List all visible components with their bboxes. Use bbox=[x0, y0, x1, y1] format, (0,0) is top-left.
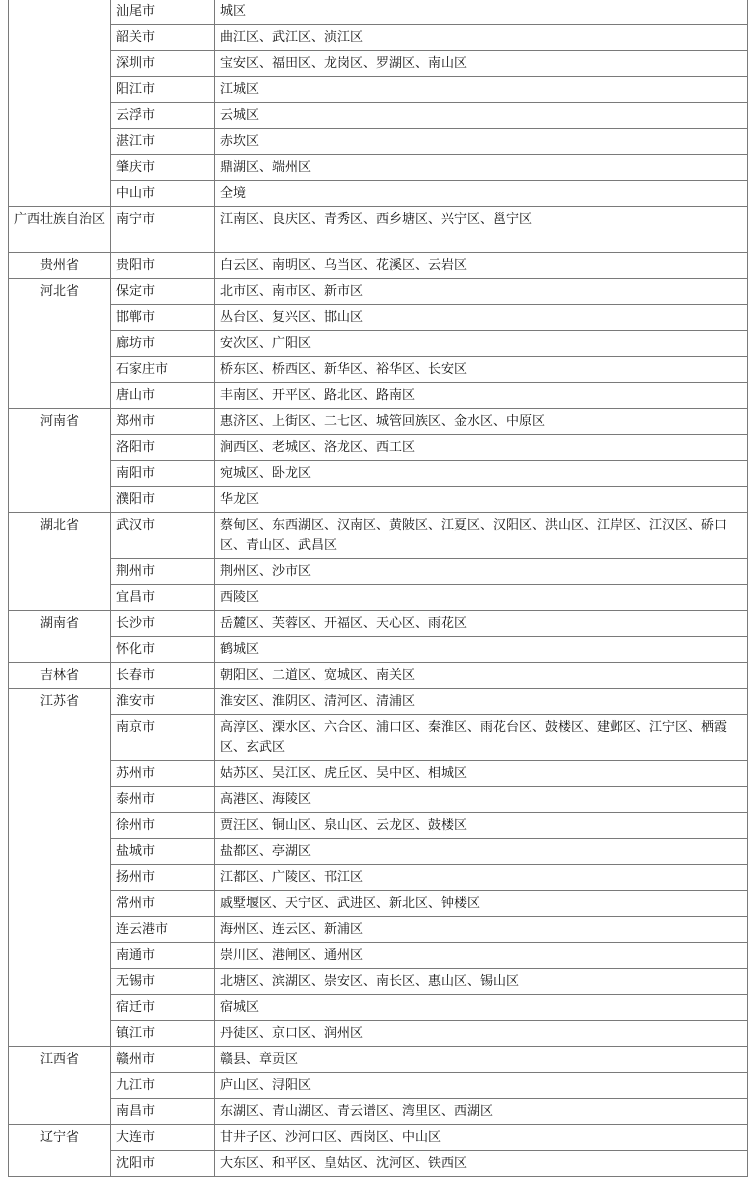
city-cell: 南京市 bbox=[111, 715, 215, 761]
city-cell: 无锡市 bbox=[111, 969, 215, 995]
table-row bbox=[9, 513, 748, 559]
district-cell: 淮安区、淮阴区、清河区、清浦区 bbox=[215, 689, 748, 715]
city-cell: 唐山市 bbox=[111, 383, 215, 409]
table-row bbox=[9, 839, 748, 865]
table-row bbox=[9, 461, 748, 487]
table-row bbox=[9, 305, 748, 331]
province-cell: 湖北省 bbox=[9, 513, 111, 611]
district-cell: 江南区、良庆区、青秀区、西乡塘区、兴宁区、邕宁区 bbox=[215, 207, 748, 253]
table-row bbox=[9, 331, 748, 357]
table-row bbox=[9, 1099, 748, 1125]
table-row bbox=[9, 1021, 748, 1047]
city-cell: 邯郸市 bbox=[111, 305, 215, 331]
district-cell: 曲江区、武江区、浈江区 bbox=[215, 25, 748, 51]
city-cell: 深圳市 bbox=[111, 51, 215, 77]
table-row bbox=[9, 559, 748, 585]
district-cell: 赣县、章贡区 bbox=[215, 1047, 748, 1073]
province-cell: 江苏省 bbox=[9, 689, 111, 1047]
table-row bbox=[9, 155, 748, 181]
district-cell: 北市区、南市区、新市区 bbox=[215, 279, 748, 305]
table-row bbox=[9, 715, 748, 761]
district-cell: 宛城区、卧龙区 bbox=[215, 461, 748, 487]
district-cell: 赤坎区 bbox=[215, 129, 748, 155]
table-row bbox=[9, 77, 748, 103]
city-cell: 中山市 bbox=[111, 181, 215, 207]
district-cell: 盐都区、亭湖区 bbox=[215, 839, 748, 865]
city-cell: 宜昌市 bbox=[111, 585, 215, 611]
district-cell: 丹徒区、京口区、润州区 bbox=[215, 1021, 748, 1047]
city-cell: 沈阳市 bbox=[111, 1151, 215, 1177]
district-cell: 鹤城区 bbox=[215, 637, 748, 663]
city-cell: 汕尾市 bbox=[111, 0, 215, 25]
table-row bbox=[9, 357, 748, 383]
city-cell: 荆州市 bbox=[111, 559, 215, 585]
district-cell: 宿城区 bbox=[215, 995, 748, 1021]
province-cell: 河南省 bbox=[9, 409, 111, 513]
district-cell: 江城区 bbox=[215, 77, 748, 103]
district-cell: 荆州区、沙市区 bbox=[215, 559, 748, 585]
district-cell: 崇川区、港闸区、通州区 bbox=[215, 943, 748, 969]
city-cell: 贵阳市 bbox=[111, 253, 215, 279]
city-cell: 石家庄市 bbox=[111, 357, 215, 383]
table-row bbox=[9, 129, 748, 155]
district-cell: 朝阳区、二道区、宽城区、南关区 bbox=[215, 663, 748, 689]
city-cell: 南通市 bbox=[111, 943, 215, 969]
district-cell: 江都区、广陵区、邗江区 bbox=[215, 865, 748, 891]
city-cell: 韶关市 bbox=[111, 25, 215, 51]
table-row bbox=[9, 995, 748, 1021]
table-row bbox=[9, 865, 748, 891]
city-cell: 怀化市 bbox=[111, 637, 215, 663]
table-row bbox=[9, 435, 748, 461]
city-cell: 长沙市 bbox=[111, 611, 215, 637]
city-cell: 南昌市 bbox=[111, 1099, 215, 1125]
district-cell: 城区 bbox=[215, 0, 748, 25]
table-row bbox=[9, 1151, 748, 1177]
city-cell: 常州市 bbox=[111, 891, 215, 917]
table-row bbox=[9, 253, 748, 279]
city-cell: 阳江市 bbox=[111, 77, 215, 103]
table-row bbox=[9, 25, 748, 51]
city-cell: 徐州市 bbox=[111, 813, 215, 839]
city-cell: 濮阳市 bbox=[111, 487, 215, 513]
table-row bbox=[9, 0, 748, 25]
table-row bbox=[9, 585, 748, 611]
district-cell: 桥东区、桥西区、新华区、裕华区、长安区 bbox=[215, 357, 748, 383]
district-cell: 云城区 bbox=[215, 103, 748, 129]
city-cell: 苏州市 bbox=[111, 761, 215, 787]
city-cell: 保定市 bbox=[111, 279, 215, 305]
district-cell: 华龙区 bbox=[215, 487, 748, 513]
table-row bbox=[9, 663, 748, 689]
district-cell: 鼎湖区、端州区 bbox=[215, 155, 748, 181]
city-cell: 湛江市 bbox=[111, 129, 215, 155]
table-row bbox=[9, 787, 748, 813]
city-cell: 泰州市 bbox=[111, 787, 215, 813]
table-row bbox=[9, 1125, 748, 1151]
district-cell: 戚墅堰区、天宁区、武进区、新北区、钟楼区 bbox=[215, 891, 748, 917]
city-cell: 云浮市 bbox=[111, 103, 215, 129]
table-row bbox=[9, 383, 748, 409]
district-cell: 海州区、连云区、新浦区 bbox=[215, 917, 748, 943]
city-cell: 盐城市 bbox=[111, 839, 215, 865]
city-cell: 肇庆市 bbox=[111, 155, 215, 181]
city-cell: 长春市 bbox=[111, 663, 215, 689]
district-cell: 涧西区、老城区、洛龙区、西工区 bbox=[215, 435, 748, 461]
province-cell bbox=[9, 0, 111, 207]
table-row bbox=[9, 891, 748, 917]
district-cell: 安次区、广阳区 bbox=[215, 331, 748, 357]
province-cell: 辽宁省 bbox=[9, 1125, 111, 1177]
table-row bbox=[9, 1047, 748, 1073]
table-row bbox=[9, 1073, 748, 1099]
city-cell: 赣州市 bbox=[111, 1047, 215, 1073]
district-cell: 丛台区、复兴区、邯山区 bbox=[215, 305, 748, 331]
table-row bbox=[9, 207, 748, 253]
city-cell: 宿迁市 bbox=[111, 995, 215, 1021]
district-cell: 高淳区、溧水区、六合区、浦口区、秦淮区、雨花台区、鼓楼区、建邺区、江宁区、栖霞区、玄武区 bbox=[215, 715, 748, 761]
city-cell: 洛阳市 bbox=[111, 435, 215, 461]
city-cell: 廊坊市 bbox=[111, 331, 215, 357]
province-cell: 广西壮族自治区 bbox=[9, 207, 111, 253]
table-row bbox=[9, 813, 748, 839]
district-cell: 西陵区 bbox=[215, 585, 748, 611]
table-row bbox=[9, 181, 748, 207]
district-cell: 庐山区、浔阳区 bbox=[215, 1073, 748, 1099]
table-row bbox=[9, 969, 748, 995]
table-row bbox=[9, 761, 748, 787]
city-cell: 大连市 bbox=[111, 1125, 215, 1151]
city-cell: 郑州市 bbox=[111, 409, 215, 435]
table-row bbox=[9, 611, 748, 637]
city-cell: 淮安市 bbox=[111, 689, 215, 715]
table-row bbox=[9, 637, 748, 663]
table-row bbox=[9, 103, 748, 129]
district-cell: 姑苏区、吴江区、虎丘区、吴中区、相城区 bbox=[215, 761, 748, 787]
city-cell: 连云港市 bbox=[111, 917, 215, 943]
table-row bbox=[9, 487, 748, 513]
province-cell: 湖南省 bbox=[9, 611, 111, 663]
city-cell: 九江市 bbox=[111, 1073, 215, 1099]
table-row bbox=[9, 917, 748, 943]
region-table bbox=[8, 0, 748, 1177]
city-cell: 南阳市 bbox=[111, 461, 215, 487]
city-cell: 南宁市 bbox=[111, 207, 215, 253]
district-cell: 惠济区、上街区、二七区、城管回族区、金水区、中原区 bbox=[215, 409, 748, 435]
district-cell: 东湖区、青山湖区、青云谱区、湾里区、西湖区 bbox=[215, 1099, 748, 1125]
district-cell: 丰南区、开平区、路北区、路南区 bbox=[215, 383, 748, 409]
district-cell: 蔡甸区、东西湖区、汉南区、黄陂区、江夏区、汉阳区、洪山区、江岸区、江汉区、硚口区、青山区、武昌区 bbox=[215, 513, 748, 559]
district-cell: 岳麓区、芙蓉区、开福区、天心区、雨花区 bbox=[215, 611, 748, 637]
table-row bbox=[9, 409, 748, 435]
province-cell: 吉林省 bbox=[9, 663, 111, 689]
district-cell: 高港区、海陵区 bbox=[215, 787, 748, 813]
district-cell: 大东区、和平区、皇姑区、沈河区、铁西区 bbox=[215, 1151, 748, 1177]
table-row bbox=[9, 689, 748, 715]
district-cell: 北塘区、滨湖区、崇安区、南长区、惠山区、锡山区 bbox=[215, 969, 748, 995]
city-cell: 镇江市 bbox=[111, 1021, 215, 1047]
province-cell: 贵州省 bbox=[9, 253, 111, 279]
city-cell: 武汉市 bbox=[111, 513, 215, 559]
table-row bbox=[9, 279, 748, 305]
province-cell: 河北省 bbox=[9, 279, 111, 409]
city-cell: 扬州市 bbox=[111, 865, 215, 891]
district-cell: 甘井子区、沙河口区、西岗区、中山区 bbox=[215, 1125, 748, 1151]
district-cell: 贾汪区、铜山区、泉山区、云龙区、鼓楼区 bbox=[215, 813, 748, 839]
district-cell: 白云区、南明区、乌当区、花溪区、云岩区 bbox=[215, 253, 748, 279]
district-cell: 宝安区、福田区、龙岗区、罗湖区、南山区 bbox=[215, 51, 748, 77]
table-row bbox=[9, 51, 748, 77]
district-cell: 全境 bbox=[215, 181, 748, 207]
table-row bbox=[9, 943, 748, 969]
province-cell: 江西省 bbox=[9, 1047, 111, 1125]
